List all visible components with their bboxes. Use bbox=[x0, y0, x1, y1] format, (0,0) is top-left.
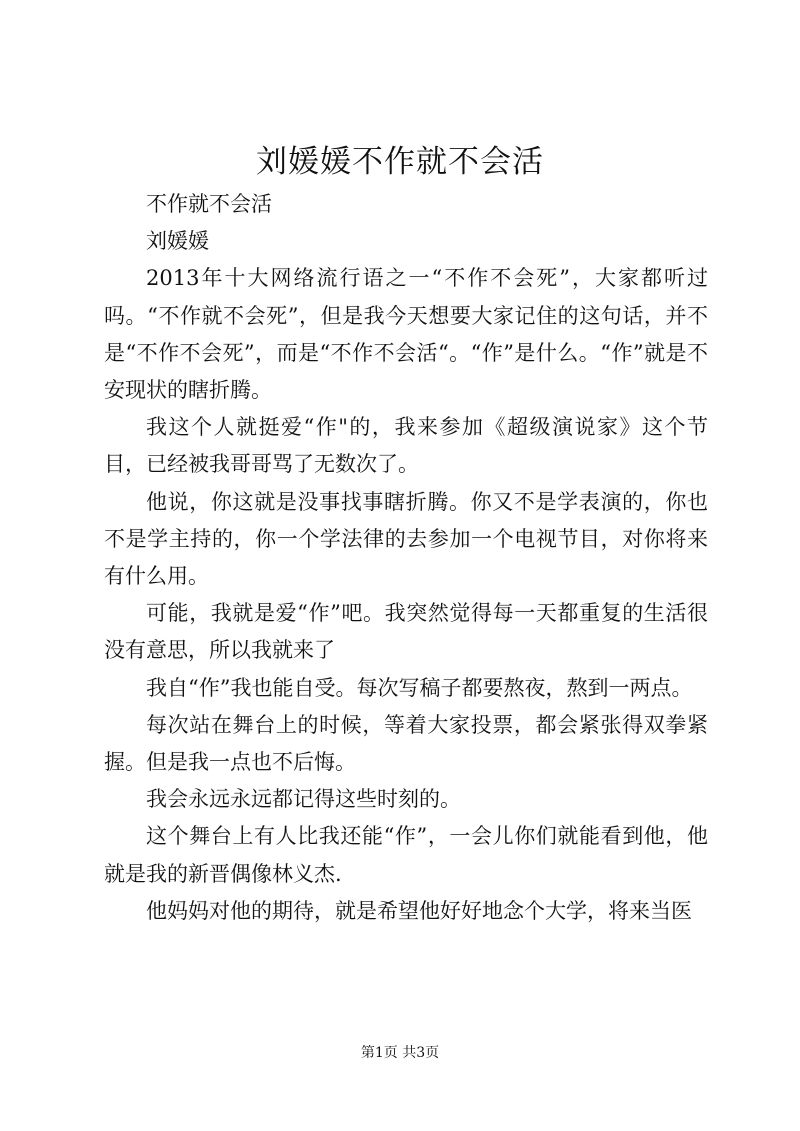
paragraph: 他说，你这就是没事找事瞎折腾。你又不是学表演的，你也不是学主持的，你一个学法律的去参加一个电视节目，对你将来有什么用。 bbox=[104, 489, 708, 589]
document-body bbox=[104, 186, 708, 930]
document-title: 刘媛媛不作就不会活 bbox=[256, 144, 544, 180]
paragraph: 2013年十大网络流行语之一“不作不会死”，大家都听过吗。“不作就不会死”，但是我今天想要大家记住的这句话，并不是“不作不会死”，而是“不作不会活“。“作”是什么。“作”就是不安现状的瞎折腾。 bbox=[104, 266, 708, 403]
paragraph: 可能，我就是爱“作”吧。我突然觉得每一天都重复的生活很没有意思，所以我就来了 bbox=[104, 601, 708, 663]
paragraph: 他妈妈对他的期待，就是希望他好好地念个大学，将来当医 bbox=[146, 898, 692, 923]
paragraph: 我会永远永远都记得这些时刻的。 bbox=[146, 787, 461, 812]
page-number-footer: 第1页 共3页 bbox=[360, 1045, 440, 1061]
subtitle: 不作就不会活 bbox=[146, 192, 272, 216]
paragraph: 我自“作”我也能自受。每次写稿子都要熬夜，熬到一两点。 bbox=[146, 675, 693, 700]
paragraph: 我这个人就挺爱“作"的，我来参加《超级演说家》这个节目，已经被我哥哥骂了无数次了。 bbox=[104, 415, 708, 477]
paragraph: 每次站在舞台上的时候，等着大家投票，都会紧张得双拳紧握。但是我一点也不后悔。 bbox=[104, 712, 708, 775]
paragraph: 这个舞台上有人比我还能“作”，一会儿你们就能看到他，他就是我的新晋偶像林义杰. bbox=[104, 824, 708, 886]
author-name: 刘媛媛 bbox=[146, 229, 209, 254]
